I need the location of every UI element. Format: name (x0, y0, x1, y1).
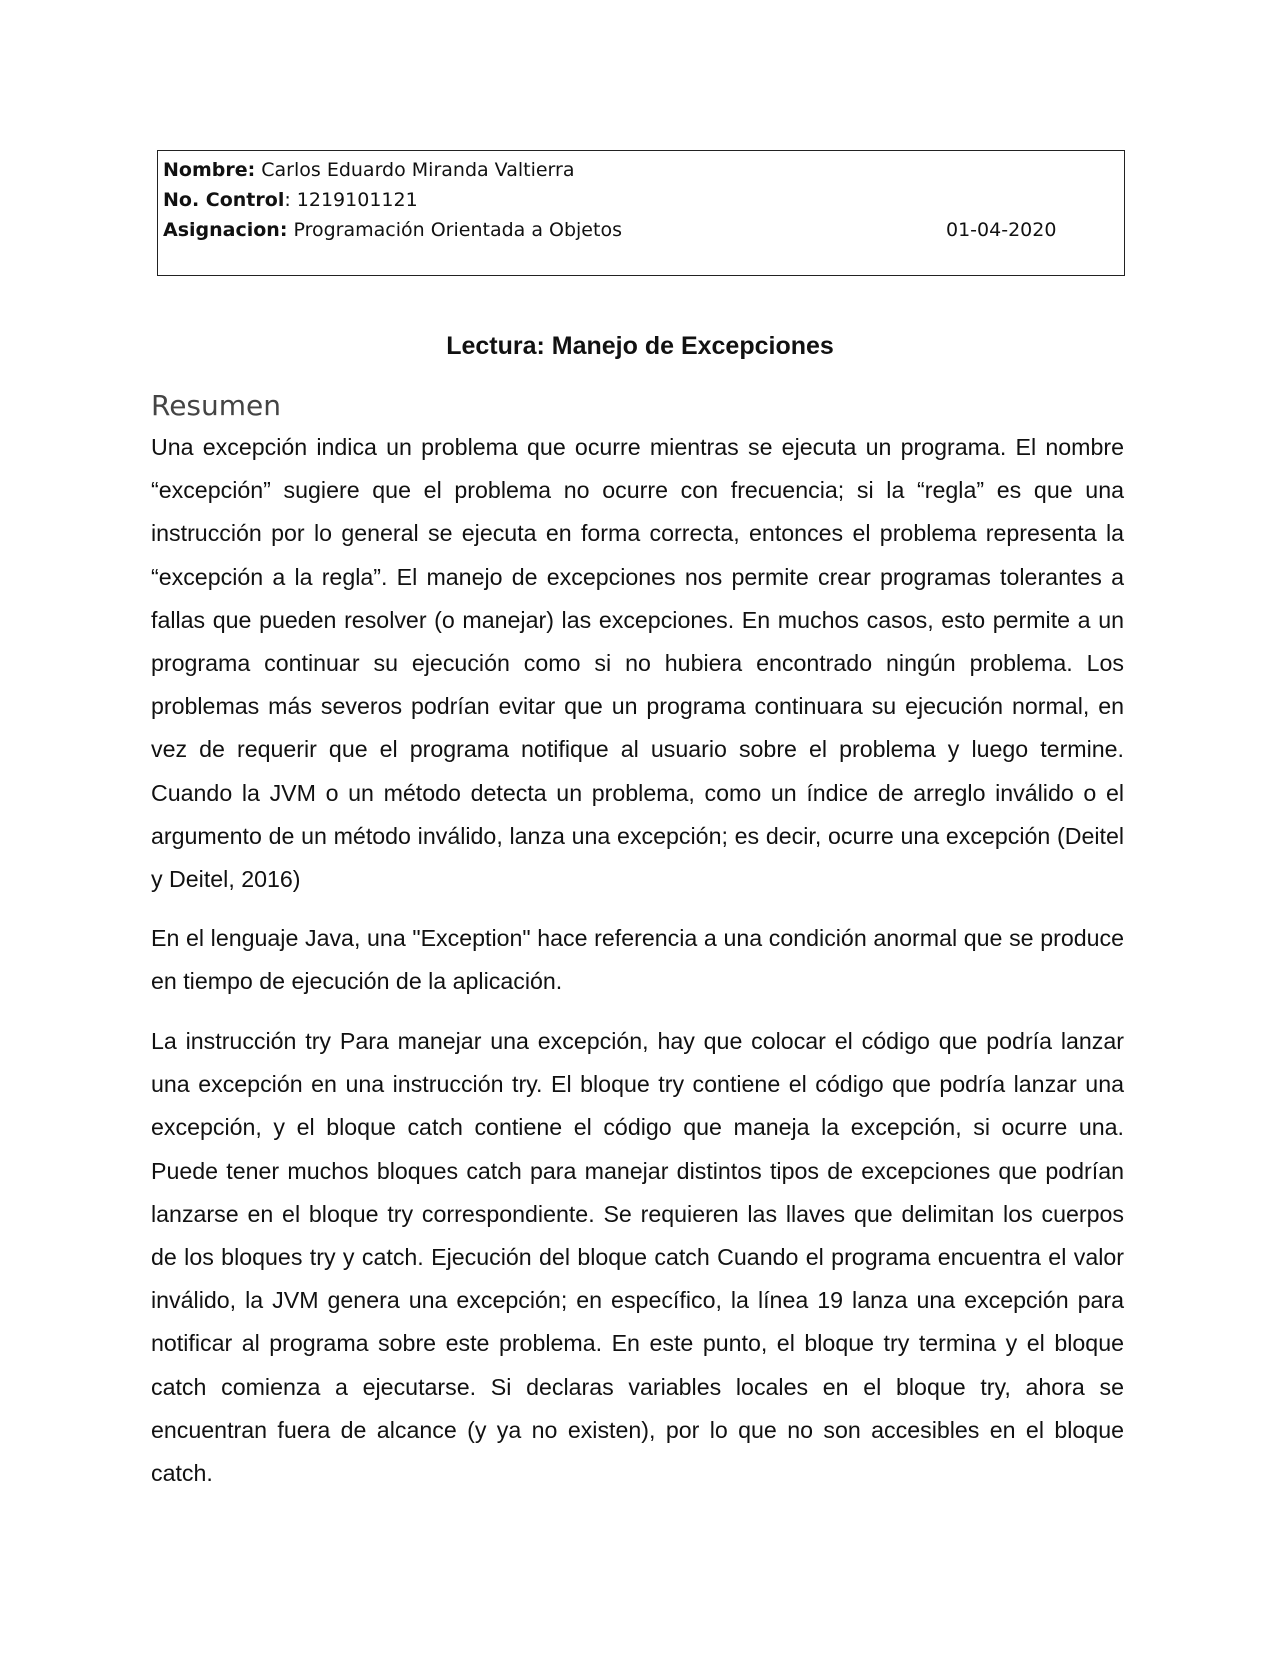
paragraph: Una excepción indica un problema que ocurre mientras se ejecuta un programa. El nombre “excepción” sugiere que el problema no ocurre con frecuencia; si la “regla” es que una instrucción por lo general se ejecuta en forma correcta, entonces el problema representa la “excepción a la regla”. El manejo de excepciones nos permite crear programas tolerantes a fallas que pueden resolver (o manejar) las excepciones. En muchos casos, esto permite a un programa continuar su ejecución como si no hubiera encontrado ningún problema. Los problemas más severos podrían evitar que un programa continuara su ejecución normal, en vez de requerir que el programa notifique al usuario sobre el problema y luego termine. Cuando la JVM o un método detecta un problema, como un índice de arreglo inválido o el argumento de un método inválido, lanza una excepción; es decir, ocurre una excepción (Deitel y Deitel, 2016) (151, 434, 1124, 893)
assignment-label: Asignacion: (163, 219, 288, 241)
date: 01-04-2020 (946, 219, 1057, 241)
section-heading: Resumen (151, 389, 282, 422)
control-value: : 1219101121 (284, 189, 418, 211)
name-row (163, 155, 1119, 185)
assignment-value: Programación Orientada a Objetos (287, 219, 622, 241)
paragraph: En el lenguaje Java, una "Exception" hace referencia a una condición anormal que se produce en tiempo de ejecución de la aplicación. (151, 925, 1124, 995)
control-row (163, 185, 1119, 215)
paragraph: La instrucción try Para manejar una excepción, hay que colocar el código que podría lanzar una excepción en una instrucción try. El bloque try contiene el código que podría lanzar una excepción, y el bloque catch contiene el código que maneja la excepción, si ocurre una. Puede tener muchos bloques catch para manejar distintos tipos de excepciones que podrían lanzarse en el bloque try correspondiente. Se requieren las llaves que delimitan los cuerpos de los bloques try y catch. Ejecución del bloque catch Cuando el programa encuentra el valor inválido, la JVM genera una excepción; en específico, la línea 19 lanza una excepción para notificar al programa sobre este problema. En este punto, el bloque try termina y el bloque catch comienza a ejecutarse. Si declaras variables locales en el bloque try, ahora se encuentran fuera de alcance (y ya no existen), por lo que no son accesibles en el bloque catch. (151, 1028, 1124, 1487)
name-label: Nombre: (163, 159, 256, 181)
control-label: No. Control (163, 189, 285, 211)
name-value: Carlos Eduardo Miranda Valtierra (255, 159, 575, 181)
student-info-box (157, 150, 1125, 276)
document-title: Lectura: Manejo de Excepciones (446, 332, 834, 360)
assignment-row (163, 215, 1119, 245)
